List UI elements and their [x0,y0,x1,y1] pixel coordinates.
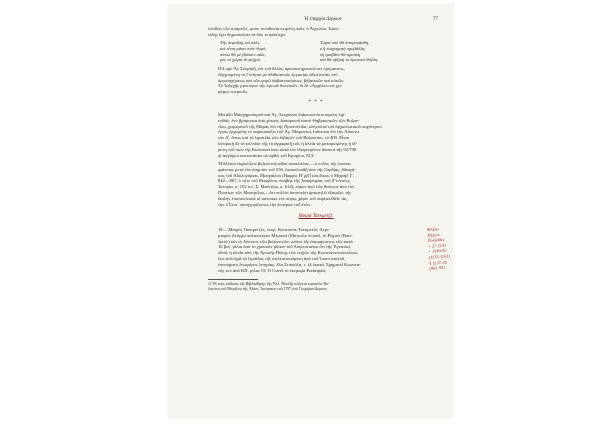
verse-line: κεὶ εἶναι μάσα στὸν θυμό, [220,45,267,51]
handwritten-margin-notes [426,225,455,271]
text-line: διαλὴν ἐπισσώτεσαν οἱ κάτοικοι τὸν πόρῳ, χάριν τοῦ παρεσελθεῖν τὰς [218,195,348,201]
text-line: μικρὸν Ζεύγμα παλαιότερον Μέμιασί (Μυτισῶν λοιπά), τὸ Ρήγιον (Βασ- [218,232,353,238]
text-line: Ἱστορία, σ. 102 κ.ε. Σ. Μαντόυρ, σ. 614), εἰφὼν ἀπὸ τῶν θεώνιον ἀπὸ τὸν [218,184,355,190]
verse-line: Τώρα ποὺ θὰ ἀπομυσάσθη, [320,40,370,45]
margin-note: + 1140-45 [428,248,447,255]
text-line: 842—867, ὁ τότε τοῦ Θεοφίλου, ἐκάβηε τῆς Ἰσαυροφίας τοῦ (Γενεσίος, [218,178,351,184]
text-line: ἔως ἀπὸ ἡμᾶ τὰ λιμπίδας τῆς ἐπιλειστευόμενη ἀπὸ τοῦ Ἰουστινιανοῦ, [218,255,346,261]
paragraph-1 [208,66,424,95]
verse-line: κ'ἡ ἐπιχειρητὴ προβάλλη, [320,45,366,51]
paragraph-2 [208,112,424,158]
running-title: Ἡ ἐπαρχία Δέρκων [304,17,342,22]
text-line: νίδης ἔχει δημοσιεύσει τὰ δύο τετράστιχα: [208,31,286,37]
text-line: οἱ ἀσγύριοι κατεστάσαν αὐ ἀρθῶ τοῦ Κρυμίου, 813. [218,152,315,158]
footnote-rule [208,279,258,280]
text-line: Μεταξὺ Μασχηροποροῦ καὶ Ἀγ. Στεφάνου διάκειται ἐκτεταμένη λιμ- [218,112,346,117]
text-line: Πυπτίων τῶν Μαυτρῶνα,—ὅτι πολλοὶ ἀποκτεῖσι ἀριστηλῶ ἐξαιρῶν, τῆς [218,189,352,195]
margin-note: + 27-1141 [427,242,447,249]
text-line: ρόφιώ στεριοῦ». [218,89,249,95]
text-line: τὸν Α', ὅπως καὶ τὰ λιματεῖα τῶν ἐεβαιῶν τοῦ Βυζαντίου, τὸ 409. Εἶναι [218,135,349,141]
margin-note: Πουλάδες [427,236,445,244]
text-line: ἱστορικὴ δὲ τὸ κολπίσε τῆς τὸ ἀγραφικῆ τοῖς ἡ ἁλεία τὰ ματαρισμένης ἡ ἱδ- [218,140,358,146]
section-divider: * * * [308,100,324,105]
margin-note: Ἀθύρω [426,226,439,232]
text-line: νῆς τον ἀπὸ ΚΠ. μίλια 15, Ὁ Cuvel τὸ ἐκεραμα Pontripuli, [218,267,327,273]
margin-note: (963-93) [429,264,445,272]
text-line: ρύτη τοῦ πιον τῆς Κωνσταντίνου κατὰ τὸν ἰδιοριεμένον ἄπαντα τῆς 92/790 [218,146,357,152]
text-line: ὁδοῦ, ἡ ὁποῖα ἀπὸ τῆς Χρυσῆς Πύλης τῶν τειχῶν τῆς Κωνσταντινουπόλεως [218,250,358,256]
text-line: τὴν 2 Σεπτ. πανηγυρίζοντες τὴν ἐσπέραν τοῦ ἐτῶν. [218,201,312,207]
verse-line: μὲς τὸ χῶμα τὸ ψυχρό. [220,57,262,63]
verse-line: Τῆς περιάλης κὰ πάλι, [220,40,261,45]
text-line: Τὸ Ἰσξεχῆς ματιτόριν τῆς ἐγκωὶν διωνισῶν, ὃι δὲ «Ἀρχάλου εἰς χω- [218,83,343,89]
margin-note: (1133-1161) [428,253,451,260]
text-line: ἐπονόματο λεωφόρος λιτηρίας, ἔλα Στικούλα, τ. ἐξ ἑκατὰ, Σχηματεῖ Κωνστα- [218,261,361,267]
verse-line: πάνω θὰ μὲ βάλουν πάλι, [220,51,266,57]
document-page [168,4,454,418]
footnote-line: 1) Ἐξ τοὺς κώδικας τῆς Βιβλιοθήκης τῆς Ἑλλ. Βουλῆς σώζεται κυριατῶν Βυ- [208,282,330,286]
text-line: 10 βοζ. μίλια ἀπὸ τὸ χρυσοῦν μίλιον τοῦ Αὐγουσταίου ὅτι τῆς Ἐγνατίας [218,244,351,250]
text-line: λεσθεὶς τῶν σπαρτῶν, φοὺν τοποθεσία κειμένη πάλι, ὁ Ἀγγελίας Ἰωαν- [208,26,340,31]
verse-row [220,57,420,63]
margin-note: Y 1137-26 [428,259,447,266]
text-line: ἐξηγουμένη τὸ Γενήσιό μὲ ἀδιθισαντάς ἐργασίας ἀδωτινσίας τοῦ [218,71,338,77]
text-line: φαίνεται μετὰ τὸν ἀπιμπὸν τοῦ 556, ἐπακολουθῇ ἀπὸ τῆς Γορδίας, ἐθεαγή- [218,166,356,172]
verse-block [220,40,420,63]
paragraph-4 [208,227,424,273]
margin-note: Ῥήγιον [426,231,440,238]
verse-line: τὴ τραβᾶνε θὰ κρυάση [320,51,361,57]
text-line: ὀρωτισχήσεως καὶ τῶν γαμῶ ἀσβατευσάσιων, βιβανικῶν καὶ κὐκῶν. [218,77,345,83]
text-line: 18.—Μικρὸς Τσεκμετζές, τουρ. Κουτσούκ Τσεκμετζέ, Λεγε- [218,227,331,232]
text-line: ἐγγὺς ἐρχόμενῃ τὸ παρουσιάζει τοῦ Ἀγ. Μάμαντος ἐπίκειται ἐπὶ τὴν Λάκονα [218,129,359,135]
intro-paragraph [208,26,424,38]
footnote-line: ζαντίου τοῦ Μεγάλου τῆς Ἀξιαν. Ἱστόρικον τοῦ 1797 ὑπὸ Γεωργίου Δέρκου [208,286,327,291]
text-line: νοθάλ, ἐνὸ βρίσκεται ἀπὸ χόκους δασαρικοῦ καιτὸ Θηβριανικῶν τῶν Βυζαν- [218,117,360,123]
text-line: τίου, χειμερινοῦ τῆς Μάρας ἐπὶ τῆς Προποντίδα, κληνσότα τοῦ ἀρχαιλωτικοῦ παχύτερου [218,123,382,129]
text-line: λικὸν) καὶ τὸ Λέοντος τῶν βυζαντινῶν, κεῖται τῆς ἀπομήκυνσις τῶν κατὰ [218,238,353,244]
text-line: σας τοῦ Ἀδολογύριας, Μανχαίλου (Παφρίς Η' μβ') καὶ δίκου ὁ Μιχαὴλ Γ', [218,172,355,178]
verse-line: καὶ θὰ σβήσῃ τὸ ἐρωτικὸ θάλλη. [320,57,379,63]
running-header [208,17,438,24]
section-heading: Μικρὰ Τσεκμετζέ. [298,214,334,219]
text-line: ΗΑ πρὸ Ἀν Σουρικῆ, ἐπὶ τοῦ ἄλλου ἀρκοπεσηρεσιώντον ὁρόμαστος, [218,66,345,71]
page-number: 77 [433,17,438,22]
footnote [208,282,424,292]
text-line: Ἡ ἄλλαιο ἐκφυλίζειν βυζαντινῷ αἰδοί ανακλοῦσε,—ὁ πολὺς τῆς ὁπούας [218,161,351,166]
paragraph-3 [208,161,424,207]
